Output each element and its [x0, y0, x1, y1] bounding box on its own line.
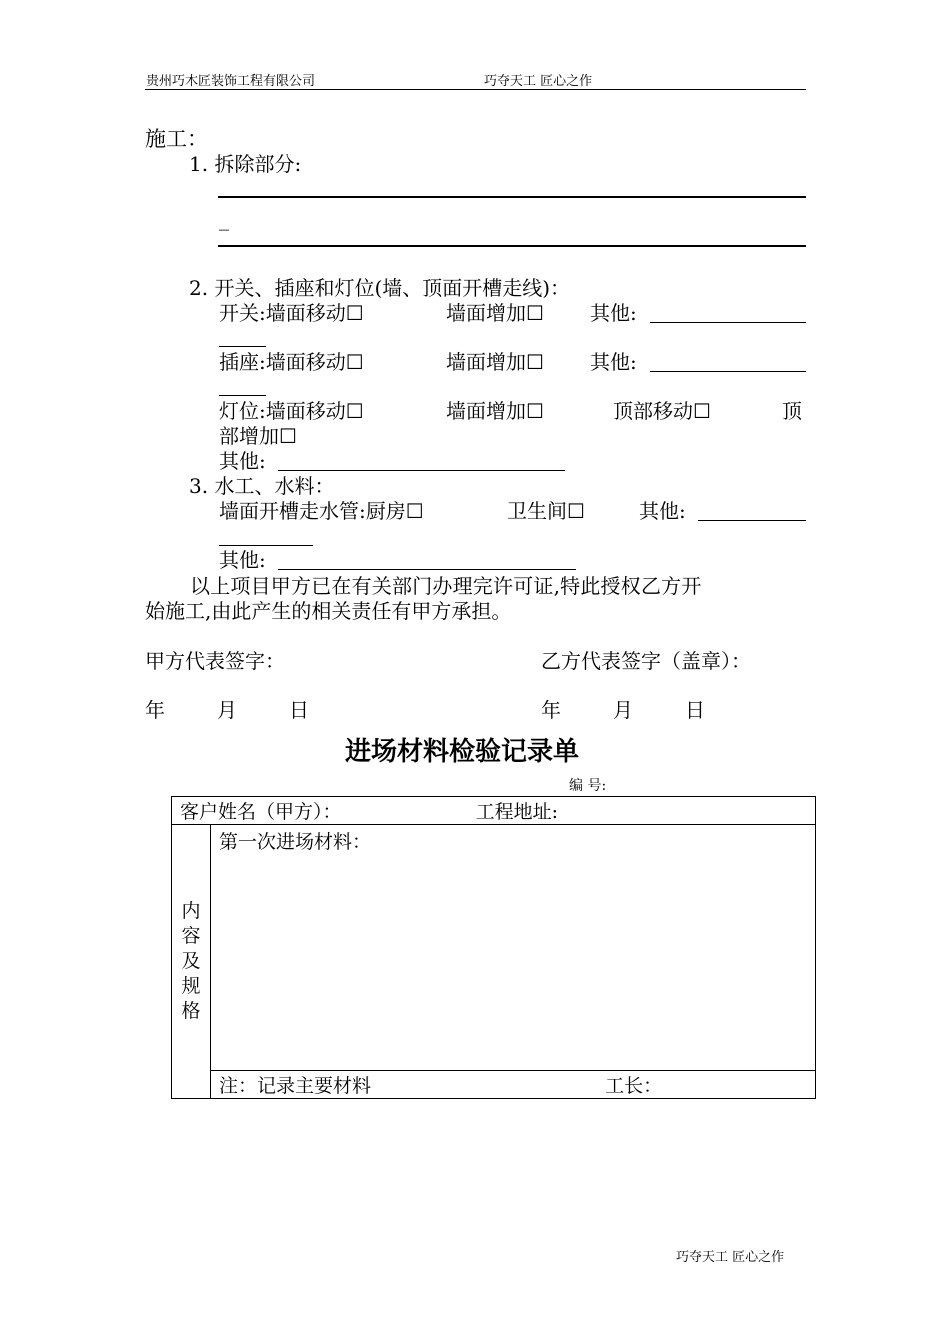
authorization-line-1: 以上项目甲方已在有关部门办理完许可证,特此授权乙方开	[190, 574, 702, 598]
light-top-add-part2: 部增加☐	[219, 424, 297, 448]
socket-other-label: 其他:	[590, 350, 637, 374]
first-entry-label: 第一次进场材料：	[219, 831, 372, 853]
party-a-month: 月	[217, 698, 237, 722]
side-char: 格	[181, 1000, 201, 1022]
switch-other-label: 其他:	[590, 301, 637, 325]
content-spec-side-label	[172, 825, 211, 1099]
switch-other-line-cont	[219, 346, 266, 347]
table-row-note	[172, 1071, 816, 1099]
header-company: 贵州巧木匠装饰工程有限公司	[146, 74, 316, 89]
first-entry-cell	[211, 825, 816, 1071]
party-a-year: 年	[145, 698, 165, 722]
table-row-header	[172, 797, 816, 825]
item3-other-line	[278, 569, 576, 570]
light-wall-move: 灯位:墙面移动☐	[219, 399, 364, 423]
note-label: 注：记录主要材料	[219, 1075, 372, 1097]
party-a-day: 日	[289, 698, 309, 722]
foreman-label: 工长：	[605, 1075, 663, 1097]
construction-heading: 施工：	[145, 127, 208, 151]
item3-other-label: 其他:	[219, 548, 266, 572]
light-wall-add: 墙面增加☐	[446, 399, 544, 423]
table-row-content	[172, 825, 816, 1071]
item1-line-1	[218, 196, 806, 198]
side-char: 内	[181, 900, 201, 922]
header-rule	[145, 89, 806, 90]
switch-wall-add: 墙面增加☐	[446, 301, 544, 325]
footer-slogan: 巧夺天工 匠心之作	[676, 1250, 785, 1265]
switch-wall-move: 开关:墙面移动☐	[219, 301, 364, 325]
item2-label: 2. 开关、插座和灯位(墙、顶面开槽走线)：	[189, 276, 571, 300]
socket-wall-add: 墙面增加☐	[446, 350, 544, 374]
pipe-other-label: 其他:	[639, 499, 686, 523]
authorization-line-2: 始施工,由此产生的相关责任有甲方承担。	[145, 599, 512, 623]
pipe-kitchen: 墙面开槽走水管:厨房☐	[219, 499, 424, 523]
socket-wall-move: 插座:墙面移动☐	[219, 350, 364, 374]
side-char: 及	[181, 950, 201, 972]
material-record-table	[171, 796, 816, 1099]
note-cell	[211, 1071, 816, 1099]
party-b-day: 日	[685, 698, 705, 722]
light-other-line	[278, 470, 565, 471]
item1-stray-mark: _	[219, 207, 229, 231]
pipe-other-line-cont	[219, 545, 313, 546]
form-title: 进场材料检验记录单	[345, 737, 580, 767]
item1-line-2	[218, 245, 806, 247]
socket-other-line	[650, 371, 806, 372]
party-b-month: 月	[613, 698, 633, 722]
socket-other-line-cont	[219, 395, 266, 396]
party-b-year: 年	[541, 698, 561, 722]
customer-address-cell	[172, 797, 816, 825]
item1-label: 1. 拆除部分:	[189, 152, 302, 176]
project-address-label: 工程地址:	[475, 801, 559, 823]
customer-name-label: 客户姓名（甲方）：	[180, 801, 342, 823]
light-top-move: 顶部移动☐	[613, 399, 711, 423]
header-slogan: 巧夺天工 匠心之作	[484, 74, 593, 89]
form-number-label: 编 号:	[569, 778, 607, 794]
pipe-other-line	[698, 520, 806, 521]
party-b-signature-label: 乙方代表签字（盖章）：	[541, 649, 751, 673]
party-a-signature-label: 甲方代表签字：	[145, 649, 285, 673]
side-char: 容	[181, 925, 201, 947]
pipe-bathroom: 卫生间☐	[507, 499, 585, 523]
light-top-add-part1: 顶	[782, 399, 802, 423]
switch-other-line	[650, 322, 806, 323]
light-other-label: 其他:	[219, 449, 266, 473]
item3-label: 3. 水工、水料：	[189, 474, 335, 498]
side-char: 规	[181, 975, 201, 997]
